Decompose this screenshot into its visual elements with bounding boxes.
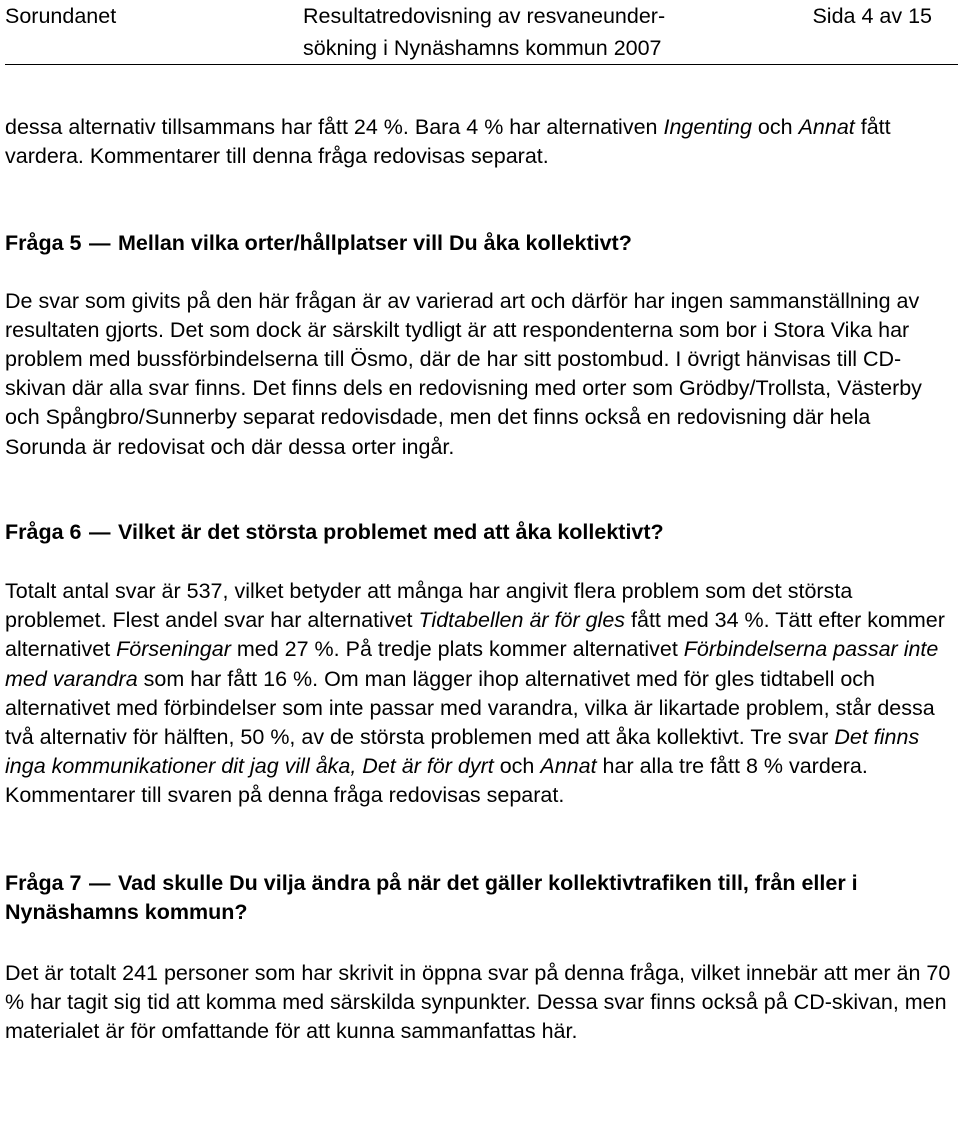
question-7-heading (5, 869, 955, 927)
q6-text-2: fått med 34 %. Tätt efter kommer alternativet (5, 608, 945, 662)
q6-text-6: har alla tre fått 8 % vardera. Kommentarer till svaren på denna fråga redovisas separat. (5, 754, 868, 808)
intro-text-1: dessa alternativ tillsammans har fått 24 %. Bara 4 % har alternativen (5, 115, 664, 139)
page-header (0, 0, 960, 70)
document-body (5, 113, 955, 1047)
q6-dash: — (89, 519, 111, 544)
intro-text-2: och (751, 115, 799, 139)
header-title-line-2: sökning i Nynäshamns kommun 2007 (303, 36, 662, 60)
intro-italic-ingenting: Ingenting (663, 115, 752, 139)
q6-text-4: som har fått 16 %. Om man lägger ihop alternativet med för gles tidtabell och alternativet med förbindelser som inte passar med varandra, vilka är likartade problem, står dessa två alternativ för hälften, 50 %, av de största problemen med att åka kollektivt. Tre svar (5, 666, 935, 750)
q7-title: Vad skulle Du vilja ändra på när det gäller kollektivtrafiken till, från eller i Nynäshamns kommun? (5, 870, 858, 924)
intro-italic-annat: Annat (798, 115, 855, 139)
header-document-title (303, 0, 665, 64)
header-title-line-1: Resultatredovisning av resvaneunder- (303, 4, 666, 28)
q6-italic-forbindelserna: Förbindelserna passar inte med varandra (5, 637, 939, 691)
q5-dash: — (89, 231, 111, 256)
q6-text-3: med 27 %. På tredje plats kommer alternativet (230, 637, 684, 662)
q5-number: Fråga 5 (5, 231, 82, 256)
question-7-body: Det är totalt 241 personer som har skrivit in öppna svar på denna fråga, vilket innebär att mer än 70 % har tagit sig tid att komma med särskilda synpunkter. Dessa svar finns också på CD-skivan, men materialet är för omfattande för att kunna sammanfattas här. (5, 961, 951, 1044)
q6-italic-kommunikationer: Det finns inga kommunikationer dit jag vill åka, Det är för dyrt (5, 725, 920, 779)
q6-italic-forseningar: Förseningar (116, 637, 231, 662)
header-divider (5, 64, 958, 65)
header-site-name: Sorundanet (5, 4, 117, 28)
q6-italic-tidtabellen: Tidtabellen är för gles (418, 608, 626, 633)
q6-text-5: och (493, 754, 541, 779)
q6-number: Fråga 6 (5, 519, 82, 544)
intro-text-3: fått vardera. Kommentarer till denna fråga redovisas separat. (5, 115, 891, 169)
question-5-heading (5, 229, 955, 258)
q7-dash: — (89, 870, 111, 895)
q6-title: Vilket är det största problemet med att åka kollektivt? (118, 519, 664, 544)
question-6-heading (5, 518, 955, 547)
q5-title: Mellan vilka orter/hållplatser vill Du åka kollektivt? (118, 231, 632, 256)
question-5-body: De svar som givits på den här frågan är av varierad art och därför har ingen sammanställning av resultaten gjorts. Det som dock är särskilt tydligt är att respondenterna som bor i Stora Vika har problem med bussförbindelserna till Ösmo, där de har sitt postombud. I övrigt hänvisas till CD-skivan där alla svar finns. Det finns dels en redovisning med orter som Grödby/Trollsta, Västerby och Spångbro/Sunnerby separat redovisdade, men det finns också en redovisning där hela Sorunda är redovisat och där dessa orter ingår. (5, 288, 922, 459)
header-page-number: Sida 4 av 15 (812, 4, 932, 28)
intro-paragraph (5, 113, 955, 171)
q6-text-1: Totalt antal svar är 537, vilket betyder att många har angivit flera problem som det största problemet. Flest andel svar har alternativet (5, 579, 853, 633)
q6-italic-annat: Annat (540, 754, 597, 779)
q7-number: Fråga 7 (5, 870, 82, 895)
question-6-body (5, 577, 955, 811)
